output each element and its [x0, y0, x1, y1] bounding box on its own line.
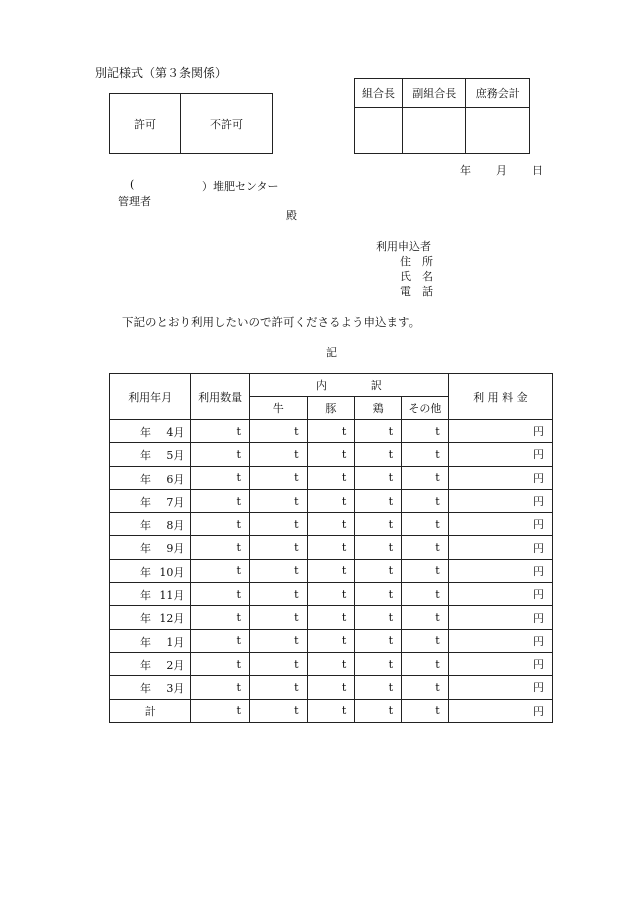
date-year-label: 年 — [460, 164, 471, 177]
recipient-center: ）堆肥センター — [202, 180, 279, 193]
header-period: 利用年月 — [110, 374, 191, 420]
deny-cell: 不許可 — [181, 94, 273, 154]
cattle-cell[interactable]: t — [249, 559, 307, 582]
fee-cell[interactable]: 円 — [448, 652, 552, 675]
chicken-cell[interactable]: t — [355, 466, 402, 489]
other-cell[interactable]: t — [401, 489, 448, 512]
header-breakdown: 内 訳 — [249, 374, 448, 397]
table-row — [110, 606, 553, 629]
year-mark: 年 — [140, 612, 151, 626]
applicant-phone-label: 電 話 — [400, 285, 433, 298]
period-cell — [110, 466, 191, 489]
table-row — [110, 629, 553, 652]
total-cattle[interactable]: t — [249, 699, 307, 722]
other-cell[interactable]: t — [401, 676, 448, 699]
quantity-cell[interactable]: t — [191, 606, 250, 629]
period-cell — [110, 629, 191, 652]
chicken-cell[interactable]: t — [355, 652, 402, 675]
quantity-cell[interactable]: t — [191, 420, 250, 443]
month-label: 4月 — [166, 426, 185, 439]
form-title: 別記様式（第３条関係） — [95, 66, 228, 80]
year-mark: 年 — [140, 658, 151, 672]
period-cell — [110, 676, 191, 699]
recipient-honorific: 殿 — [286, 209, 297, 222]
period-cell — [110, 606, 191, 629]
fee-cell[interactable]: 円 — [448, 420, 552, 443]
table-row — [110, 466, 553, 489]
quantity-cell[interactable]: t — [191, 583, 250, 606]
cattle-cell[interactable]: t — [249, 652, 307, 675]
fee-cell[interactable]: 円 — [448, 513, 552, 536]
table-row — [110, 443, 553, 466]
total-other[interactable]: t — [401, 699, 448, 722]
fee-cell[interactable]: 円 — [448, 536, 552, 559]
pig-cell[interactable]: t — [307, 489, 355, 512]
chicken-cell[interactable]: t — [355, 489, 402, 512]
total-row — [110, 699, 553, 722]
fee-cell[interactable]: 円 — [448, 559, 552, 582]
other-cell[interactable]: t — [401, 606, 448, 629]
header-pig: 豚 — [307, 397, 355, 420]
month-label: 12月 — [159, 612, 185, 626]
ki-mark: 記 — [326, 346, 337, 359]
stamp-header-vice-chairman: 副組合長 — [402, 79, 466, 108]
cattle-cell[interactable]: t — [249, 489, 307, 512]
other-cell[interactable]: t — [401, 652, 448, 675]
permit-cell: 許可 — [110, 94, 181, 154]
header-quantity: 利用数量 — [191, 374, 250, 420]
pig-cell[interactable]: t — [307, 536, 355, 559]
chicken-cell[interactable]: t — [355, 513, 402, 536]
chicken-cell[interactable]: t — [355, 536, 402, 559]
request-text: 下記のとおり利用したいので許可くださるよう申込ます。 — [122, 315, 421, 329]
month-label: 1月 — [166, 635, 185, 649]
quantity-cell[interactable]: t — [191, 559, 250, 582]
recipient-paren-open: ( — [130, 178, 135, 191]
year-mark: 年 — [140, 542, 151, 556]
chicken-cell[interactable]: t — [355, 629, 402, 652]
stamp-field-chairman[interactable] — [355, 108, 403, 154]
cattle-cell[interactable]: t — [249, 583, 307, 606]
applicant-address-label: 住 所 — [400, 255, 433, 268]
stamp-field-accounting[interactable] — [466, 108, 530, 154]
cattle-cell[interactable]: t — [249, 536, 307, 559]
applicant-title: 利用申込者 — [376, 240, 431, 253]
fee-cell[interactable]: 円 — [448, 489, 552, 512]
chicken-cell[interactable]: t — [355, 443, 402, 466]
year-mark: 年 — [140, 565, 151, 579]
period-cell — [110, 443, 191, 466]
other-cell[interactable]: t — [401, 583, 448, 606]
pig-cell[interactable]: t — [307, 676, 355, 699]
pig-cell[interactable]: t — [307, 606, 355, 629]
header-cattle: 牛 — [249, 397, 307, 420]
chicken-cell[interactable]: t — [355, 559, 402, 582]
recipient-manager: 管理者 — [118, 195, 151, 208]
cattle-cell[interactable]: t — [249, 443, 307, 466]
chicken-cell[interactable]: t — [355, 420, 402, 443]
quantity-cell[interactable]: t — [191, 443, 250, 466]
table-row — [110, 583, 553, 606]
year-mark: 年 — [140, 589, 151, 603]
other-cell[interactable]: t — [401, 443, 448, 466]
total-chicken[interactable]: t — [355, 699, 402, 722]
period-cell — [110, 513, 191, 536]
quantity-cell[interactable]: t — [191, 513, 250, 536]
month-label: 9月 — [166, 542, 185, 556]
chicken-cell[interactable]: t — [355, 606, 402, 629]
table-row — [110, 536, 553, 559]
year-mark: 年 — [140, 472, 151, 486]
month-label: 2月 — [166, 658, 185, 672]
other-cell[interactable]: t — [401, 513, 448, 536]
pig-cell[interactable]: t — [307, 443, 355, 466]
cattle-cell[interactable]: t — [249, 629, 307, 652]
period-cell — [110, 583, 191, 606]
fee-cell[interactable]: 円 — [448, 583, 552, 606]
quantity-cell[interactable]: t — [191, 652, 250, 675]
month-label: 3月 — [166, 682, 185, 696]
stamp-header-accounting: 庶務会計 — [466, 79, 530, 108]
pig-cell[interactable]: t — [307, 559, 355, 582]
stamp-box — [354, 78, 530, 154]
other-cell[interactable]: t — [401, 420, 448, 443]
header-chicken: 鶏 — [355, 397, 402, 420]
stamp-field-vice-chairman[interactable] — [402, 108, 466, 154]
table-row — [110, 676, 553, 699]
date-month-label: 月 — [496, 164, 507, 177]
other-cell[interactable]: t — [401, 536, 448, 559]
table-row — [110, 652, 553, 675]
year-mark: 年 — [140, 449, 151, 463]
quantity-cell[interactable]: t — [191, 466, 250, 489]
cattle-cell[interactable]: t — [249, 513, 307, 536]
table-row — [110, 513, 553, 536]
other-cell[interactable]: t — [401, 466, 448, 489]
applicant-name-label: 氏 名 — [400, 270, 433, 283]
year-mark: 年 — [140, 635, 151, 649]
other-cell[interactable]: t — [401, 559, 448, 582]
month-label: 8月 — [166, 519, 185, 533]
total-quantity[interactable]: t — [191, 699, 250, 722]
month-label: 7月 — [166, 495, 185, 509]
quantity-cell[interactable]: t — [191, 629, 250, 652]
other-cell[interactable]: t — [401, 629, 448, 652]
year-mark: 年 — [140, 495, 151, 509]
quantity-cell[interactable]: t — [191, 489, 250, 512]
approval-box — [109, 93, 273, 154]
total-pig[interactable]: t — [307, 699, 355, 722]
fee-cell[interactable]: 円 — [448, 629, 552, 652]
year-mark: 年 — [140, 682, 151, 696]
header-other: その他 — [401, 397, 448, 420]
month-label: 6月 — [166, 472, 185, 486]
stamp-header-chairman: 組合長 — [355, 79, 403, 108]
table-row — [110, 559, 553, 582]
period-cell — [110, 559, 191, 582]
fee-cell[interactable]: 円 — [448, 443, 552, 466]
cattle-cell[interactable]: t — [249, 466, 307, 489]
chicken-cell[interactable]: t — [355, 583, 402, 606]
pig-cell[interactable]: t — [307, 513, 355, 536]
total-fee[interactable]: 円 — [448, 699, 552, 722]
chicken-cell[interactable]: t — [355, 676, 402, 699]
pig-cell[interactable]: t — [307, 629, 355, 652]
total-label: 計 — [110, 699, 191, 722]
year-mark: 年 — [140, 426, 151, 439]
month-label: 5月 — [166, 449, 185, 463]
usage-table — [109, 373, 553, 723]
period-cell — [110, 420, 191, 443]
cattle-cell[interactable]: t — [249, 420, 307, 443]
period-cell — [110, 652, 191, 675]
month-label: 11月 — [159, 589, 185, 603]
pig-cell[interactable]: t — [307, 466, 355, 489]
quantity-cell[interactable]: t — [191, 676, 250, 699]
pig-cell[interactable]: t — [307, 420, 355, 443]
date-day-label: 日 — [532, 164, 543, 177]
cattle-cell[interactable]: t — [249, 606, 307, 629]
pig-cell[interactable]: t — [307, 583, 355, 606]
month-label: 10月 — [159, 565, 185, 579]
table-row — [110, 420, 553, 443]
pig-cell[interactable]: t — [307, 652, 355, 675]
fee-cell[interactable]: 円 — [448, 466, 552, 489]
quantity-cell[interactable]: t — [191, 536, 250, 559]
period-cell — [110, 489, 191, 512]
table-row — [110, 489, 553, 512]
header-fee: 利 用 料 金 — [448, 374, 552, 420]
period-cell — [110, 536, 191, 559]
cattle-cell[interactable]: t — [249, 676, 307, 699]
fee-cell[interactable]: 円 — [448, 676, 552, 699]
year-mark: 年 — [140, 519, 151, 533]
fee-cell[interactable]: 円 — [448, 606, 552, 629]
